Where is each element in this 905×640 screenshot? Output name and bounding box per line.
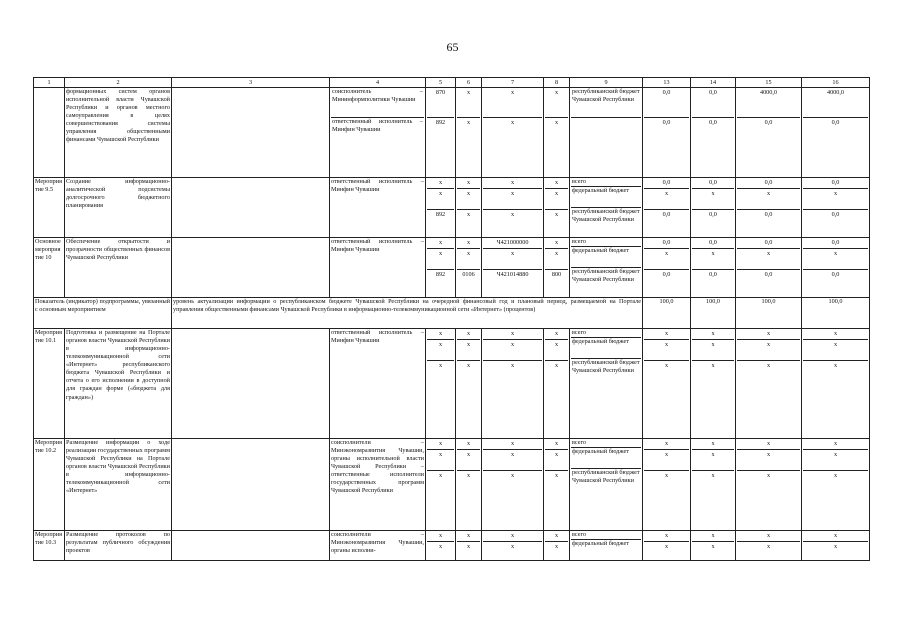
target-article-code: x bbox=[510, 179, 515, 186]
activity-id-cell bbox=[34, 88, 65, 178]
funding-source: федеральный бюджет bbox=[571, 246, 641, 267]
section-code: 0106 bbox=[462, 270, 475, 278]
activity-title-cell: формационных систем органов исполнительной власти Чувашской Республики и органов местного самоуправления в целях совершенствования системы управления общественными финансами Чувашской Республики bbox=[65, 88, 172, 178]
target-article-code: Ч421014880 bbox=[496, 270, 529, 278]
amount-value: 0,0 bbox=[662, 119, 671, 126]
amount-value: x bbox=[711, 471, 715, 479]
activity-title-cell: Подготовка и размещение на Портале органов власти Чувашской Республики в информационно-телекоммуникационной сети «Интернет» республиканского бюджета Чувашской Республики и отчета о его исполнении в доступной для граждан форме («бюджета для граждан») bbox=[65, 329, 172, 439]
target-article-code: x bbox=[510, 471, 515, 479]
section-code: x bbox=[466, 330, 471, 337]
section-code: x bbox=[466, 210, 471, 218]
amount-value: 0,0 bbox=[662, 179, 671, 186]
header-row bbox=[34, 78, 870, 88]
activity-id-cell: Мероприятие 10.2 bbox=[34, 439, 65, 531]
expense-type-code: x bbox=[554, 440, 559, 447]
target-article-code: x bbox=[510, 340, 515, 348]
amount-value: 0,0 bbox=[831, 270, 840, 278]
expense-type-code: x bbox=[554, 189, 559, 197]
funding-source bbox=[571, 117, 641, 118]
grbs-code: x bbox=[438, 542, 443, 550]
amount-value: x bbox=[711, 542, 715, 550]
funding-source: федеральный бюджет bbox=[571, 539, 641, 548]
amount-value: 0,0 bbox=[831, 119, 840, 126]
amount-value: x bbox=[664, 249, 669, 257]
indicator-row bbox=[34, 298, 870, 329]
executor-cell: ответственный исполнитель – Минфин Чувашии bbox=[330, 238, 426, 298]
executor-cell: ответственный исполнитель – Минфин Чувашии bbox=[330, 329, 426, 439]
amount-value: x bbox=[766, 330, 771, 337]
amount-value: x bbox=[664, 542, 669, 550]
page-number: 65 bbox=[446, 40, 459, 54]
amount-value: 0,0 bbox=[764, 119, 773, 126]
expense-type-code: 800 bbox=[551, 270, 562, 278]
expense-type-code: x bbox=[554, 450, 559, 458]
amount-value: x bbox=[833, 330, 838, 337]
activity-id-cell: Мероприятие 9.5 bbox=[34, 178, 65, 238]
indicator-label: Показатель (индикатор) подпрограммы, увязанный с основным мероприятием bbox=[34, 298, 172, 329]
section-code: x bbox=[466, 471, 471, 479]
amount-value: 0,0 bbox=[662, 270, 671, 278]
indicator-cell bbox=[172, 238, 330, 298]
section-code: x bbox=[466, 119, 471, 126]
indicator-cell bbox=[172, 178, 330, 238]
executor-cell: соисполнители – Минэкономразвития Чувашии, органы исполнительной власти Чувашской Республики – ответственные исполнители государственных программ Чувашской Республики bbox=[330, 439, 426, 531]
activity-id-cell: Мероприятие 10.3 bbox=[34, 531, 65, 561]
funding-source: всего bbox=[572, 238, 586, 245]
funding-source: республиканский бюджет Чувашской Республики bbox=[572, 88, 640, 104]
amount-value: x bbox=[711, 249, 715, 257]
amount-value: x bbox=[833, 249, 838, 257]
amount-value: x bbox=[766, 450, 771, 458]
indicator-value: 100,0 bbox=[736, 298, 802, 329]
amount-value: x bbox=[711, 532, 715, 539]
funding-source: федеральный бюджет bbox=[571, 337, 641, 358]
amount-value: x bbox=[664, 532, 669, 539]
target-article-code: x bbox=[510, 119, 515, 126]
activity-title-cell: Обеспечение открытости и прозрачности общественных финансов Чувашской Республики bbox=[65, 238, 172, 298]
amount-value: 0,0 bbox=[764, 270, 773, 278]
expense-type-code: x bbox=[554, 179, 559, 186]
amount-value: 0,0 bbox=[709, 210, 717, 218]
amount-value: x bbox=[766, 532, 771, 539]
expense-type-code: x bbox=[554, 119, 559, 126]
amount-value: 0,0 bbox=[831, 239, 840, 246]
activity-title-cell: Создание информационно-аналитической подсистемы долгосрочного бюджетного планирования bbox=[65, 178, 172, 238]
grbs-code: 892 bbox=[435, 210, 446, 218]
expense-type-code: x bbox=[554, 361, 559, 369]
amount-value: x bbox=[664, 340, 669, 348]
indicator-description: уровень актуализации информации о республиканском бюджете Чувашской Республики на очередной финансовый год и плановый период, размещаемой на Портале управления общественными финансами Чувашской Республики в информационно-телекоммуникационной сети «Интернет» (процентов) bbox=[172, 298, 643, 329]
executor-cell bbox=[330, 88, 426, 178]
amount-value: x bbox=[833, 440, 838, 447]
amount-value: 0,0 bbox=[709, 179, 717, 186]
expense-type-code: x bbox=[554, 89, 559, 96]
section-code: x bbox=[466, 532, 471, 539]
expense-type-code: x bbox=[554, 471, 559, 479]
amount-value: x bbox=[664, 471, 669, 479]
section-code: x bbox=[466, 361, 471, 369]
grbs-code: x bbox=[438, 249, 443, 257]
section-code: x bbox=[466, 249, 471, 257]
expense-type-code: x bbox=[554, 340, 559, 348]
amount-value: 0,0 bbox=[709, 239, 717, 246]
amount-value: x bbox=[766, 440, 771, 447]
section-code: x bbox=[466, 450, 471, 458]
section-code: x bbox=[466, 179, 471, 186]
amount-value: x bbox=[766, 542, 771, 550]
activity-id-cell: Мероприятие 10.1 bbox=[34, 329, 65, 439]
amount-value: 0,0 bbox=[709, 119, 717, 126]
grbs-code: x bbox=[438, 440, 443, 447]
amount-value: x bbox=[833, 471, 838, 479]
funding-source: всего bbox=[572, 531, 586, 538]
amount-value: x bbox=[711, 361, 715, 369]
activity-id-cell: Основное мероприятие 10 bbox=[34, 238, 65, 298]
amount-value: x bbox=[833, 340, 838, 348]
col-header: 7 bbox=[482, 78, 544, 88]
amount-value: x bbox=[664, 440, 669, 447]
amount-value: x bbox=[664, 450, 669, 458]
funding-source: республиканский бюджет Чувашской Республики bbox=[572, 208, 640, 224]
executor-cell: соисполнители – Минэкономразвития Чувашии, органы исполни- bbox=[330, 531, 426, 561]
col-header: 1 bbox=[34, 78, 65, 88]
amount-value: x bbox=[833, 542, 838, 550]
amount-value: x bbox=[711, 440, 715, 447]
amount-value: x bbox=[664, 330, 669, 337]
funding-source: всего bbox=[572, 178, 586, 185]
col-header: 8 bbox=[544, 78, 570, 88]
grbs-code: x bbox=[438, 340, 443, 348]
grbs-code: x bbox=[438, 361, 443, 369]
section-code: x bbox=[466, 340, 471, 348]
amount-value: x bbox=[833, 532, 838, 539]
indicator-cell bbox=[172, 531, 330, 561]
amount-value: x bbox=[766, 249, 771, 257]
expense-type-code: x bbox=[554, 249, 559, 257]
amount-value: 0,0 bbox=[764, 210, 773, 218]
target-article-code: x bbox=[510, 532, 515, 539]
col-header: 15 bbox=[736, 78, 802, 88]
target-article-code: x bbox=[510, 89, 515, 96]
amount-value: x bbox=[766, 361, 771, 369]
amount-value: 0,0 bbox=[709, 89, 717, 96]
table-row bbox=[34, 439, 870, 531]
col-header: 4 bbox=[330, 78, 426, 88]
amount-value: x bbox=[766, 340, 771, 348]
target-article-code: x bbox=[510, 440, 515, 447]
amount-value: x bbox=[664, 361, 669, 369]
amount-value: x bbox=[766, 189, 771, 197]
activity-title-cell: Размещение протоколов по результатам публичного обсуждения проектов bbox=[65, 531, 172, 561]
table-row bbox=[34, 531, 870, 561]
funding-source: федеральный бюджет bbox=[571, 447, 641, 468]
table-row bbox=[34, 329, 870, 439]
grbs-code: 870 bbox=[435, 89, 446, 96]
amount-value: 0,0 bbox=[662, 210, 671, 218]
expense-type-code: x bbox=[554, 532, 559, 539]
amount-value: 0,0 bbox=[662, 239, 671, 246]
indicator-cell bbox=[172, 439, 330, 531]
col-header: 9 bbox=[570, 78, 643, 88]
target-article-code: x bbox=[510, 542, 515, 550]
grbs-code: 892 bbox=[435, 270, 446, 278]
grbs-code: x bbox=[438, 179, 443, 186]
amount-value: 4000,0 bbox=[826, 89, 844, 96]
indicator-value: 100,0 bbox=[691, 298, 736, 329]
amount-value: x bbox=[711, 189, 715, 197]
amount-value: 4000,0 bbox=[759, 89, 777, 96]
expense-type-code: x bbox=[554, 210, 559, 218]
expense-type-code: x bbox=[554, 542, 559, 550]
indicator-cell bbox=[172, 329, 330, 439]
grbs-code: x bbox=[438, 450, 443, 458]
expense-type-code: x bbox=[554, 330, 559, 337]
executor-line: ответственный исполнитель – Минфин Чувашии bbox=[332, 118, 423, 134]
amount-value: x bbox=[711, 330, 715, 337]
funding-source: республиканский бюджет Чувашской Республики bbox=[572, 268, 640, 284]
section-code: x bbox=[466, 189, 471, 197]
indicator-value: 100,0 bbox=[802, 298, 870, 329]
target-article-code: x bbox=[510, 361, 515, 369]
target-article-code: Ч421000000 bbox=[496, 239, 529, 246]
funding-source: федеральный бюджет bbox=[571, 186, 641, 207]
indicator-cell bbox=[172, 88, 330, 178]
col-header: 16 bbox=[802, 78, 870, 88]
section-code: x bbox=[466, 440, 471, 447]
table-row bbox=[34, 178, 870, 238]
grbs-code: x bbox=[438, 471, 443, 479]
target-article-code: x bbox=[510, 330, 515, 337]
table-row bbox=[34, 238, 870, 298]
activity-title-cell: Размещение информации о ходе реализации государственных программ Чувашской Республики на Портале органов власти Чувашской Республики в информационно-телекоммуникационной сети «Интернет» bbox=[65, 439, 172, 531]
amount-value: x bbox=[766, 471, 771, 479]
amount-value: x bbox=[664, 189, 669, 197]
amount-value: 0,0 bbox=[662, 89, 671, 96]
section-code: x bbox=[466, 239, 471, 246]
amount-value: 0,0 bbox=[831, 210, 840, 218]
grbs-code: 892 bbox=[435, 119, 446, 126]
col-header: 3 bbox=[172, 78, 330, 88]
target-article-code: x bbox=[510, 189, 515, 197]
target-article-code: x bbox=[510, 450, 515, 458]
amount-value: x bbox=[711, 340, 715, 348]
target-article-code: x bbox=[510, 210, 515, 218]
indicator-value: 100,0 bbox=[643, 298, 691, 329]
amount-value: 0,0 bbox=[764, 179, 773, 186]
grbs-code: x bbox=[438, 189, 443, 197]
target-article-code: x bbox=[510, 249, 515, 257]
amount-value: x bbox=[833, 189, 838, 197]
col-header: 6 bbox=[456, 78, 482, 88]
col-header: 2 bbox=[65, 78, 172, 88]
section-code: x bbox=[466, 89, 471, 96]
funding-source: республиканский бюджет Чувашской Республики bbox=[572, 359, 640, 375]
program-table bbox=[33, 77, 870, 561]
expense-type-code: x bbox=[554, 239, 559, 246]
col-header: 5 bbox=[426, 78, 456, 88]
amount-value: x bbox=[833, 450, 838, 458]
funding-source: всего bbox=[572, 439, 586, 446]
amount-value: x bbox=[711, 450, 715, 458]
grbs-code: x bbox=[438, 239, 443, 246]
grbs-code: x bbox=[438, 532, 443, 539]
funding-source: республиканский бюджет Чувашской Республики bbox=[572, 469, 640, 485]
executor-line: соисполнитель – Мининформполитики Чувашии bbox=[332, 88, 423, 104]
table-row bbox=[34, 88, 870, 178]
col-header: 14 bbox=[691, 78, 736, 88]
amount-value: 0,0 bbox=[764, 239, 773, 246]
section-code: x bbox=[466, 542, 471, 550]
amount-value: x bbox=[833, 361, 838, 369]
amount-value: 0,0 bbox=[709, 270, 717, 278]
executor-cell: ответственный исполнитель – Минфин Чувашии bbox=[330, 178, 426, 238]
amount-value: 0,0 bbox=[831, 179, 840, 186]
col-header: 13 bbox=[643, 78, 691, 88]
grbs-code: x bbox=[438, 330, 443, 337]
funding-source: всего bbox=[572, 329, 586, 336]
